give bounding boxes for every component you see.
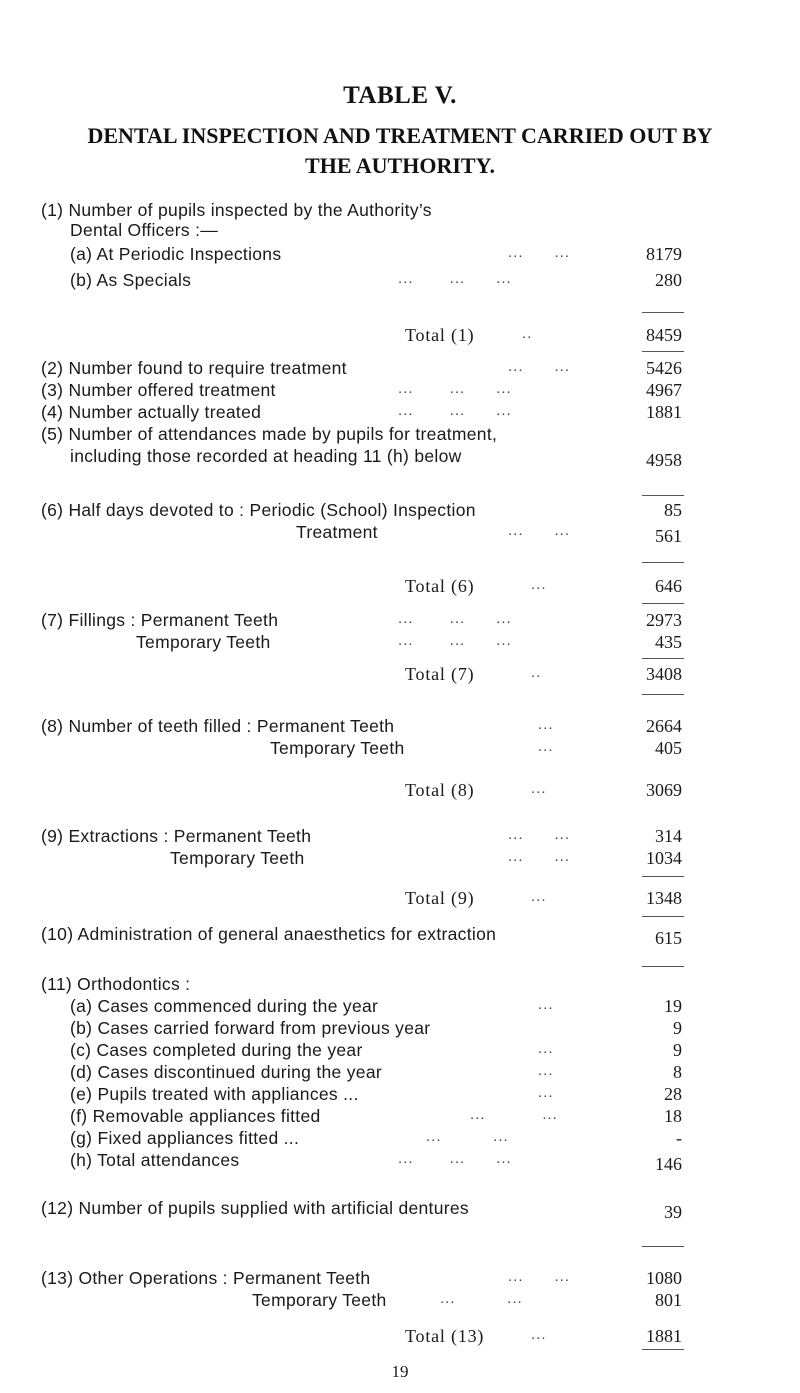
title-line-1: DENTAL INSPECTION AND TREATMENT CARRIED OUT BY — [87, 123, 713, 148]
section-4-value: 1881 — [646, 402, 682, 422]
orthodontics-item-label: (f) Removable appliances fitted — [70, 1106, 321, 1126]
section-8-total-value: 3069 — [646, 780, 682, 800]
leader-dots: .. — [522, 325, 533, 342]
section-2-label: (2) Number found to require treatment — [41, 358, 347, 378]
leader-dots: ... ... — [470, 1106, 558, 1123]
orthodontics-item — [0, 1084, 800, 1108]
orthodontics-item-value: 19 — [664, 996, 682, 1016]
section-12-label: (12) Number of pupils supplied with artificial dentures — [41, 1198, 469, 1218]
section-1-total-value: 8459 — [646, 325, 682, 345]
leader-dots: ... — [531, 576, 547, 593]
section-13-row — [0, 1268, 800, 1292]
section-3-label: (3) Number offered treatment — [41, 380, 276, 400]
section-8-temporary-row — [0, 738, 800, 762]
leader-dots: ... ... ... — [398, 1150, 512, 1167]
section-9-permanent-value: 314 — [655, 826, 682, 846]
sum-rule — [642, 876, 684, 877]
leader-dots: ... — [531, 780, 547, 797]
section-3-value: 4967 — [646, 380, 682, 400]
section-7-total-row — [0, 664, 800, 688]
section-1-total-label: Total (1) — [405, 325, 475, 345]
section-10-row — [0, 924, 800, 948]
leader-dots: ... — [531, 1326, 547, 1343]
section-8-temporary-label: Temporary Teeth — [270, 738, 405, 758]
section-8-label: (8) Number of teeth filled : Permanent Teeth — [41, 716, 395, 736]
orthodontics-item — [0, 1150, 800, 1174]
orthodontics-item-label: (h) Total attendances — [70, 1150, 240, 1170]
sum-rule — [642, 658, 684, 659]
section-13-total-label: Total (13) — [405, 1326, 485, 1346]
table-label: TABLE V. — [343, 82, 457, 109]
leader-dots: ... ... — [426, 1128, 509, 1145]
orthodontics-item — [0, 1018, 800, 1042]
section-10-label: (10) Administration of general anaesthetics for extraction — [41, 924, 497, 944]
section-1-b-row — [0, 270, 800, 294]
orthodontics-item-label: (d) Cases discontinued during the year — [70, 1062, 382, 1082]
section-4-label: (4) Number actually treated — [41, 402, 262, 422]
section-5-row-cont — [0, 446, 800, 470]
section-8-total-row — [0, 780, 800, 804]
leader-dots: ... ... ... — [398, 402, 512, 419]
section-1-heading-cont — [0, 220, 800, 244]
sum-rule — [642, 1246, 684, 1247]
sum-rule — [642, 351, 684, 352]
section-8-temporary-value: 405 — [655, 738, 682, 758]
section-9-row — [0, 826, 800, 850]
sum-rule — [642, 916, 684, 917]
section-1-b-value: 280 — [655, 270, 682, 290]
sum-rule — [642, 312, 684, 313]
leader-dots: ... — [538, 1062, 554, 1079]
section-12-row — [0, 1198, 800, 1222]
orthodontics-item-value: 146 — [655, 1154, 682, 1174]
section-6-treatment-row — [0, 522, 800, 546]
leader-dots: ... ... ... — [398, 610, 512, 627]
orthodontics-item-label: (e) Pupils treated with appliances ... — [70, 1084, 359, 1104]
orthodontics-item-value: - — [676, 1128, 682, 1148]
leader-dots: ... ... ... — [398, 380, 512, 397]
leader-dots: ... ... ... — [398, 632, 512, 649]
orthodontics-item-value: 9 — [673, 1040, 682, 1060]
orthodontics-item-label: (b) Cases carried forward from previous year — [70, 1018, 431, 1038]
section-13-temporary-value: 801 — [655, 1290, 682, 1310]
section-5-row — [0, 424, 800, 448]
orthodontics-item-value: 28 — [664, 1084, 682, 1104]
section-11-label: (11) Orthodontics : — [41, 974, 191, 994]
section-9-total-row — [0, 888, 800, 912]
section-7-temporary-value: 435 — [655, 632, 682, 652]
sum-rule — [642, 562, 684, 563]
orthodontics-item — [0, 1062, 800, 1086]
sum-rule — [642, 603, 684, 604]
section-11-heading — [0, 974, 800, 998]
section-7-total-value: 3408 — [646, 664, 682, 684]
section-12-value: 39 — [664, 1202, 682, 1222]
leader-dots: ... ... — [440, 1290, 523, 1307]
section-6-periodic-value: 85 — [664, 500, 682, 520]
orthodontics-item-label: (g) Fixed appliances fitted ... — [70, 1128, 300, 1148]
leader-dots: ... — [538, 996, 554, 1013]
orthodontics-item — [0, 1106, 800, 1130]
section-2-row — [0, 358, 800, 382]
section-7-row — [0, 610, 800, 634]
section-1-b-label: (b) As Specials — [70, 270, 192, 290]
section-9-total-value: 1348 — [646, 888, 682, 908]
section-9-temporary-row — [0, 848, 800, 872]
orthodontics-item — [0, 1040, 800, 1064]
section-1-label: (1) Number of pupils inspected by the Authority’s — [41, 200, 432, 220]
leader-dots: ... — [538, 1040, 554, 1057]
section-9-temporary-value: 1034 — [646, 848, 682, 868]
section-6-treatment-label: Treatment — [296, 522, 378, 542]
section-5-label: (5) Number of attendances made by pupils for treatment, — [41, 424, 498, 444]
section-8-total-label: Total (8) — [405, 780, 475, 800]
orthodontics-item-label: (a) Cases commenced during the year — [70, 996, 379, 1016]
section-7-temporary-label: Temporary Teeth — [136, 632, 271, 652]
section-9-total-label: Total (9) — [405, 888, 475, 908]
section-6-label: (6) Half days devoted to : Periodic (School) Inspection — [41, 500, 476, 520]
section-1-total-row — [0, 325, 800, 349]
section-13-total-row — [0, 1326, 800, 1350]
leader-dots: ... ... — [508, 522, 571, 539]
section-7-label: (7) Fillings : Permanent Teeth — [41, 610, 279, 630]
orthodontics-item-value: 9 — [673, 1018, 682, 1038]
leader-dots: ... — [538, 738, 554, 755]
section-9-label: (9) Extractions : Permanent Teeth — [41, 826, 312, 846]
orthodontics-item-label: (c) Cases completed during the year — [70, 1040, 363, 1060]
section-8-row — [0, 716, 800, 740]
section-1-label-cont: Dental Officers :— — [70, 220, 219, 240]
leader-dots: ... — [538, 1084, 554, 1101]
orthodontics-item — [0, 1128, 800, 1152]
title-line-2: THE AUTHORITY. — [305, 153, 495, 178]
leader-dots: ... ... — [508, 1268, 571, 1285]
section-13-permanent-value: 1080 — [646, 1268, 682, 1288]
section-13-temporary-label: Temporary Teeth — [252, 1290, 387, 1310]
section-3-row — [0, 380, 800, 404]
section-13-total-value: 1881 — [646, 1326, 682, 1346]
section-7-permanent-value: 2973 — [646, 610, 682, 630]
section-9-temporary-label: Temporary Teeth — [170, 848, 305, 868]
section-13-label: (13) Other Operations : Permanent Teeth — [41, 1268, 371, 1288]
leader-dots: ... ... — [508, 826, 571, 843]
section-10-value: 615 — [655, 928, 682, 948]
section-6-total-row — [0, 576, 800, 600]
section-1-a-value: 8179 — [646, 244, 682, 264]
section-7-temporary-row — [0, 632, 800, 656]
leader-dots: ... ... ... — [398, 270, 512, 287]
sum-rule — [642, 694, 684, 695]
section-6-total-label: Total (6) — [405, 576, 475, 596]
section-4-row — [0, 402, 800, 426]
sum-rule — [642, 966, 684, 967]
orthodontics-item-value: 8 — [673, 1062, 682, 1082]
leader-dots: ... ... — [508, 848, 571, 865]
section-5-label-cont: including those recorded at heading 11 (h) below — [70, 446, 462, 466]
orthodontics-item — [0, 996, 800, 1020]
section-6-row — [0, 500, 800, 524]
section-8-permanent-value: 2664 — [646, 716, 682, 736]
page-number: 19 — [391, 1362, 409, 1381]
leader-dots: ... ... — [508, 244, 571, 261]
sum-rule — [642, 495, 684, 496]
section-1-a-row — [0, 244, 800, 268]
section-7-total-label: Total (7) — [405, 664, 475, 684]
section-2-value: 5426 — [646, 358, 682, 378]
sum-rule — [642, 1349, 684, 1350]
section-5-value: 4958 — [646, 450, 682, 470]
leader-dots: ... — [531, 888, 547, 905]
leader-dots: .. — [531, 664, 542, 681]
section-1-a-label: (a) At Periodic Inspections — [70, 244, 282, 264]
orthodontics-item-value: 18 — [664, 1106, 682, 1126]
section-13-temporary-row — [0, 1290, 800, 1314]
section-6-total-value: 646 — [655, 576, 682, 596]
section-6-treatment-value: 561 — [655, 526, 682, 546]
leader-dots: ... ... — [508, 358, 571, 375]
leader-dots: ... — [538, 716, 554, 733]
